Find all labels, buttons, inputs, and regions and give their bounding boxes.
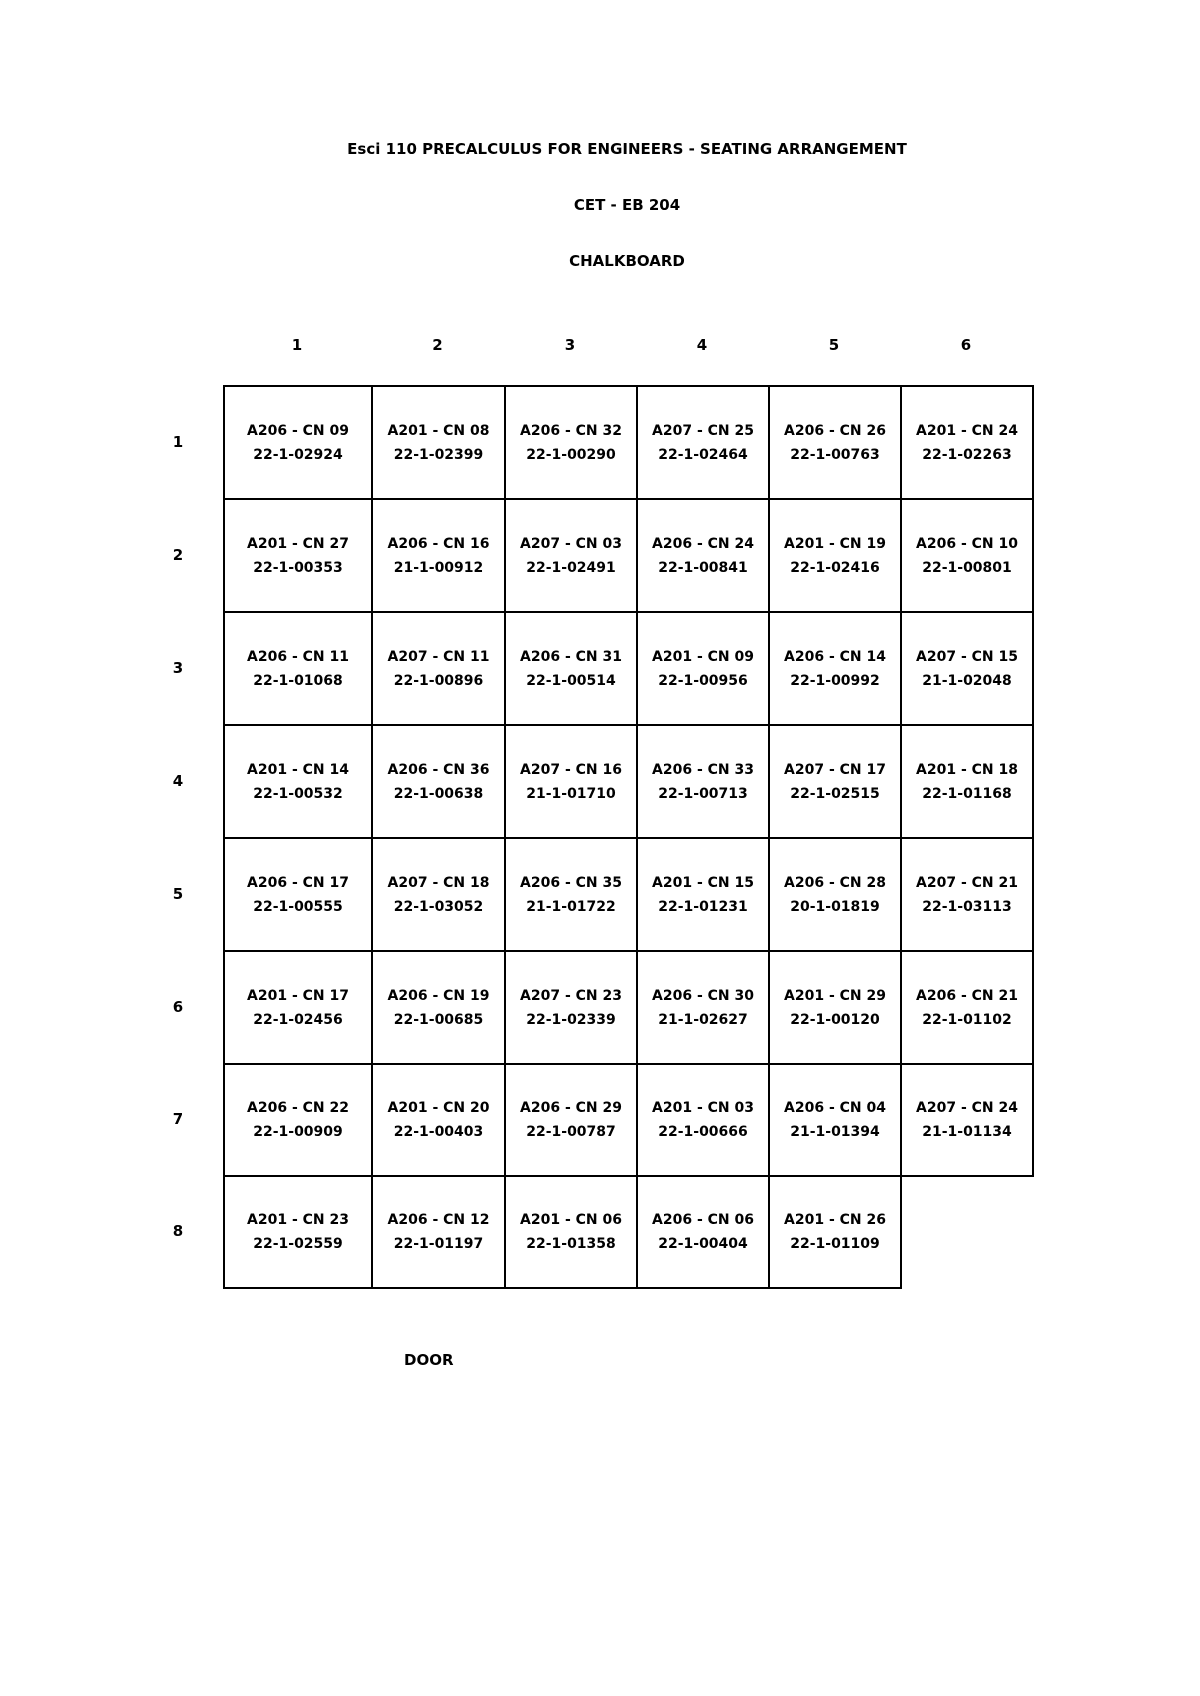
seat-student-id: 22-1-00555 bbox=[253, 898, 343, 915]
seat-cell bbox=[900, 611, 1034, 726]
seat-cell bbox=[768, 1063, 902, 1177]
seat-student-id: 20-1-01819 bbox=[790, 898, 880, 915]
seat-section: A206 - CN 04 bbox=[784, 1100, 886, 1116]
seat-cell bbox=[223, 1175, 373, 1289]
chalkboard-label: CHALKBOARD bbox=[569, 252, 685, 270]
seat-student-id: 22-1-00514 bbox=[526, 672, 616, 689]
seat-cell bbox=[768, 1175, 902, 1289]
seat-section: A207 - CN 15 bbox=[916, 648, 1018, 665]
seat-section: A206 - CN 30 bbox=[652, 987, 754, 1004]
row-number: 6 bbox=[172, 997, 184, 1016]
seat-cell bbox=[636, 611, 770, 726]
seat-section: A206 - CN 19 bbox=[387, 987, 490, 1004]
seat-cell bbox=[504, 385, 638, 500]
seat-student-id: 22-1-00403 bbox=[393, 1124, 484, 1140]
seat-student-id: 22-1-02263 bbox=[922, 446, 1012, 463]
seat-cell bbox=[504, 1063, 638, 1177]
seat-student-id: 21-1-02048 bbox=[922, 672, 1012, 689]
seat-cell bbox=[768, 611, 902, 726]
seat-section: A201 - CN 19 bbox=[784, 535, 886, 552]
row-number: 5 bbox=[172, 884, 184, 903]
seat-student-id: 22-1-00638 bbox=[393, 785, 484, 802]
seat-cell bbox=[636, 950, 770, 1065]
seat-cell bbox=[223, 1063, 373, 1177]
seat-section: A201 - CN 24 bbox=[916, 422, 1018, 439]
seat-cell bbox=[223, 611, 373, 726]
seat-section: A201 - CN 17 bbox=[247, 987, 349, 1004]
row-number: 7 bbox=[172, 1110, 184, 1128]
seat-section: A206 - CN 11 bbox=[247, 648, 349, 665]
seat-section: A206 - CN 26 bbox=[784, 422, 886, 439]
seat-student-id: 22-1-01102 bbox=[922, 1011, 1012, 1028]
seat-cell bbox=[371, 385, 506, 500]
seat-cell bbox=[371, 611, 506, 726]
seat-student-id: 22-1-00666 bbox=[658, 1124, 748, 1140]
column-number: 1 bbox=[291, 336, 303, 354]
seat-student-id: 22-1-00956 bbox=[658, 672, 748, 689]
seat-section: A201 - CN 29 bbox=[784, 987, 886, 1004]
seat-section: A206 - CN 31 bbox=[520, 648, 622, 665]
seat-cell bbox=[504, 1175, 638, 1289]
seat-cell bbox=[768, 724, 902, 839]
seat-student-id: 21-1-01134 bbox=[922, 1124, 1012, 1140]
seat-student-id: 21-1-01394 bbox=[790, 1124, 880, 1140]
seat-section: A206 - CN 24 bbox=[652, 535, 754, 552]
seat-section: A207 - CN 25 bbox=[652, 422, 754, 439]
seat-student-id: 22-1-01231 bbox=[658, 898, 748, 915]
room-label: CET - EB 204 bbox=[573, 196, 681, 214]
column-number: 3 bbox=[564, 336, 576, 354]
seat-cell bbox=[636, 724, 770, 839]
seat-cell bbox=[371, 1063, 506, 1177]
seat-cell bbox=[768, 950, 902, 1065]
seat-cell bbox=[223, 385, 373, 500]
seat-student-id: 22-1-02399 bbox=[393, 446, 484, 463]
seat-cell bbox=[636, 837, 770, 952]
seat-cell bbox=[900, 1063, 1034, 1177]
seat-student-id: 22-1-01197 bbox=[393, 1236, 484, 1252]
column-number: 2 bbox=[432, 336, 443, 354]
seat-student-id: 22-1-02924 bbox=[253, 446, 343, 463]
seat-cell bbox=[223, 724, 373, 839]
seat-section: A206 - CN 17 bbox=[247, 874, 349, 891]
seat-cell bbox=[636, 1063, 770, 1177]
seat-cell bbox=[371, 1175, 506, 1289]
seat-section: A207 - CN 16 bbox=[520, 761, 622, 778]
seat-cell bbox=[768, 498, 902, 613]
seat-student-id: 22-1-02456 bbox=[253, 1011, 343, 1028]
seat-student-id: 22-1-00713 bbox=[658, 785, 748, 802]
seat-cell bbox=[223, 837, 373, 952]
seat-student-id: 22-1-00404 bbox=[658, 1236, 748, 1252]
seat-section: A201 - CN 14 bbox=[247, 761, 349, 778]
seat-student-id: 21-1-02627 bbox=[658, 1011, 748, 1028]
seat-student-id: 22-1-01109 bbox=[790, 1236, 880, 1252]
seat-student-id: 22-1-00841 bbox=[658, 559, 748, 576]
seat-cell bbox=[504, 950, 638, 1065]
seat-student-id: 22-1-00992 bbox=[790, 672, 880, 689]
seat-section: A201 - CN 23 bbox=[247, 1212, 349, 1228]
seat-cell bbox=[504, 837, 638, 952]
seat-cell bbox=[636, 498, 770, 613]
seat-section: A206 - CN 35 bbox=[520, 874, 622, 891]
seat-section: A206 - CN 21 bbox=[916, 987, 1018, 1004]
seat-section: A207 - CN 17 bbox=[784, 761, 886, 778]
seat-student-id: 22-1-01068 bbox=[253, 672, 343, 689]
seat-section: A206 - CN 29 bbox=[520, 1100, 622, 1116]
seat-section: A206 - CN 22 bbox=[247, 1100, 349, 1116]
seat-section: A207 - CN 18 bbox=[387, 874, 490, 891]
seat-cell bbox=[900, 837, 1034, 952]
seat-section: A201 - CN 18 bbox=[916, 761, 1018, 778]
row-number: 1 bbox=[172, 432, 184, 451]
seat-cell bbox=[900, 724, 1034, 839]
seat-student-id: 22-1-03113 bbox=[922, 898, 1012, 915]
seat-student-id: 22-1-02491 bbox=[526, 559, 616, 576]
seat-section: A206 - CN 14 bbox=[784, 648, 886, 665]
seat-cell bbox=[371, 724, 506, 839]
seat-student-id: 21-1-01722 bbox=[526, 898, 616, 915]
seat-student-id: 22-1-00290 bbox=[526, 446, 616, 463]
seat-student-id: 22-1-02416 bbox=[790, 559, 880, 576]
seat-cell bbox=[504, 611, 638, 726]
seat-student-id: 22-1-00120 bbox=[790, 1011, 880, 1028]
seat-cell bbox=[504, 498, 638, 613]
seat-student-id: 22-1-02515 bbox=[790, 785, 880, 802]
seat-cell bbox=[900, 385, 1034, 500]
column-number: 6 bbox=[960, 336, 972, 354]
seat-section: A201 - CN 06 bbox=[520, 1212, 622, 1228]
column-number: 5 bbox=[828, 336, 840, 354]
seat-student-id: 22-1-01358 bbox=[526, 1236, 616, 1252]
seat-section: A201 - CN 26 bbox=[784, 1212, 886, 1228]
seat-section: A206 - CN 10 bbox=[916, 535, 1018, 552]
seat-cell bbox=[768, 837, 902, 952]
seat-section: A201 - CN 27 bbox=[247, 535, 349, 552]
seat-student-id: 22-1-03052 bbox=[393, 898, 484, 915]
seat-section: A207 - CN 24 bbox=[916, 1100, 1018, 1116]
document-title: Esci 110 PRECALCULUS FOR ENGINEERS - SEATING ARRANGEMENT bbox=[347, 140, 907, 158]
seat-section: A206 - CN 28 bbox=[784, 874, 886, 891]
seat-section: A201 - CN 15 bbox=[652, 874, 754, 891]
seat-student-id: 22-1-00801 bbox=[922, 559, 1012, 576]
seat-section: A207 - CN 03 bbox=[520, 535, 622, 552]
column-number: 4 bbox=[696, 336, 708, 354]
seat-student-id: 22-1-02559 bbox=[253, 1236, 343, 1252]
seat-student-id: 22-1-00787 bbox=[526, 1124, 616, 1140]
seat-section: A207 - CN 11 bbox=[387, 648, 490, 665]
seat-student-id: 22-1-01168 bbox=[922, 785, 1012, 802]
seat-cell bbox=[371, 498, 506, 613]
seat-cell bbox=[223, 950, 373, 1065]
seat-student-id: 22-1-00685 bbox=[393, 1011, 484, 1028]
seat-cell bbox=[504, 724, 638, 839]
seat-section: A201 - CN 20 bbox=[387, 1100, 490, 1116]
seat-student-id: 22-1-00532 bbox=[253, 785, 343, 802]
seat-student-id: 22-1-02464 bbox=[658, 446, 748, 463]
seat-section: A206 - CN 33 bbox=[652, 761, 754, 778]
row-number: 2 bbox=[172, 545, 184, 564]
seat-section: A207 - CN 23 bbox=[520, 987, 622, 1004]
seat-cell bbox=[900, 950, 1034, 1065]
row-number: 4 bbox=[172, 771, 184, 790]
seat-cell bbox=[371, 950, 506, 1065]
seat-cell bbox=[636, 385, 770, 500]
seat-student-id: 22-1-00763 bbox=[790, 446, 880, 463]
seat-cell bbox=[768, 385, 902, 500]
seat-section: A207 - CN 21 bbox=[916, 874, 1018, 891]
seat-cell bbox=[636, 1175, 770, 1289]
seat-section: A206 - CN 16 bbox=[387, 535, 490, 552]
seat-section: A206 - CN 36 bbox=[387, 761, 490, 778]
seat-student-id: 22-1-00909 bbox=[253, 1124, 343, 1140]
seat-section: A201 - CN 08 bbox=[387, 422, 490, 439]
row-number: 8 bbox=[172, 1222, 184, 1240]
seat-section: A206 - CN 12 bbox=[387, 1212, 490, 1228]
seat-section: A206 - CN 09 bbox=[247, 422, 349, 439]
seat-cell bbox=[223, 498, 373, 613]
seat-section: A206 - CN 32 bbox=[520, 422, 622, 439]
seat-student-id: 22-1-02339 bbox=[526, 1011, 616, 1028]
seat-student-id: 21-1-01710 bbox=[526, 785, 616, 802]
seat-student-id: 21-1-00912 bbox=[393, 559, 484, 576]
seat-cell bbox=[371, 837, 506, 952]
seat-section: A201 - CN 03 bbox=[652, 1100, 754, 1116]
seat-student-id: 22-1-00353 bbox=[253, 559, 343, 576]
row-number: 3 bbox=[172, 658, 184, 677]
seat-section: A206 - CN 06 bbox=[652, 1212, 754, 1228]
door-label: DOOR bbox=[404, 1351, 454, 1369]
seat-cell bbox=[900, 498, 1034, 613]
seat-student-id: 22-1-00896 bbox=[393, 672, 484, 689]
seat-section: A201 - CN 09 bbox=[652, 648, 754, 665]
